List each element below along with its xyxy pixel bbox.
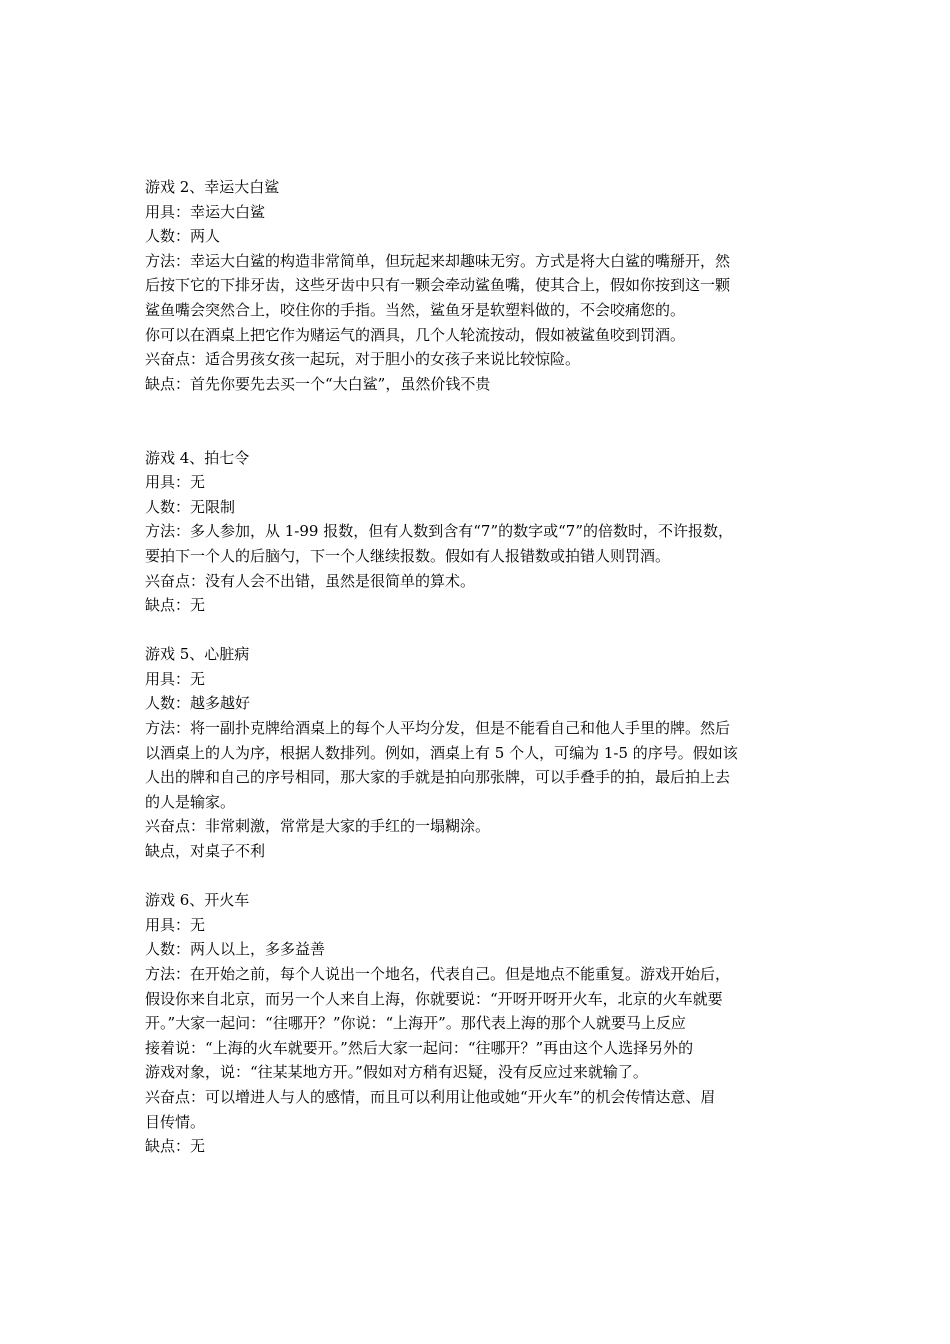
method-line: 你可以在酒桌上把它作为赌运气的酒具，几个人轮流按动，假如被鲨鱼咬到罚酒。 (145, 325, 686, 344)
players-line: 人数：越多越好 (145, 694, 251, 713)
excitement-line: 兴奋点：适合男孩女孩一起玩，对于胆小的女孩子来说比较惊险。 (145, 350, 581, 369)
players-line: 人数：两人 (145, 227, 221, 246)
method-line: 方法：幸运大白鲨的构造非常简单，但玩起来却趣味无穷。方式是将大白鲨的嘴掰开，然 (145, 251, 731, 270)
method-line: 游戏对象，说：“往某某地方开。”假如对方稍有迟疑，没有反应过来就输了。 (145, 1063, 648, 1082)
method-line: 方法：多人参加，从 1-99 报数，但有人数到含有“7”的数字或“7”的倍数时，不许报数， (145, 522, 733, 541)
method-line: 人出的牌和自己的序号相同，那大家的手就是拍向那张牌，可以手叠手的拍，最后拍上去 (145, 768, 731, 787)
game-title: 游戏 2、幸运大白鲨 (145, 178, 280, 196)
game-section-5 (145, 642, 810, 863)
equipment-line: 用具：幸运大白鲨 (145, 202, 266, 221)
method-line: 要拍下一个人的后脑勺，下一个人继续报数。假如有人报错数或拍错人则罚酒。 (145, 546, 671, 565)
section-spacer (145, 618, 810, 643)
method-line: 方法：在开始之前，每个人说出一个地名，代表自己。但是地点不能重复。游戏开始后， (145, 965, 731, 983)
document-page (145, 175, 810, 1159)
excitement-line: 兴奋点：非常刺激，常常是大家的手红的一塌糊涂。 (145, 817, 491, 836)
equipment-line: 用具：无 (145, 915, 206, 934)
excitement-line: 目传情。 (145, 1112, 206, 1131)
method-line: 方法：将一副扑克牌给酒桌上的每个人平均分发，但是不能看自己和他人手里的牌。然后 (145, 719, 731, 738)
game-title: 游戏 4、拍七令 (145, 448, 250, 467)
method-line: 鲨鱼嘴会突然合上，咬住你的手指。当然，鲨鱼牙是软塑料做的，不会咬痛您的。 (145, 300, 686, 319)
section-spacer (145, 864, 810, 889)
game-title: 游戏 6、开火车 (145, 891, 250, 910)
method-line: 接着说：“上海的火车就要开。”然后大家一起问：“往哪开？”再由这个人选择另外的 (145, 1038, 694, 1057)
equipment-line: 用具：无 (145, 473, 206, 492)
method-line: 的人是输家。 (145, 792, 236, 811)
players-line: 人数：两人以上，多多益善 (145, 940, 326, 959)
drawback-line: 缺点：无 (145, 596, 206, 615)
method-line: 假设你来自北京，而另一个人来自上海，你就要说：“开呀开呀开火车，北京的火车就要 (145, 989, 723, 1008)
game-section-6 (145, 888, 810, 1159)
excitement-line: 兴奋点：没有人会不出错，虽然是很简单的算术。 (145, 571, 476, 590)
section-spacer (145, 396, 810, 445)
drawback-line: 缺点：无 (145, 1137, 206, 1156)
game-section-4 (145, 446, 810, 618)
drawback-line: 缺点：首先你要先去买一个“大白鲨”，虽然价钱不贵 (145, 374, 491, 393)
drawback-line: 缺点，对桌子不利 (145, 842, 266, 861)
game-title: 游戏 5、心脏病 (145, 645, 250, 664)
players-line: 人数：无限制 (145, 497, 236, 516)
excitement-line: 兴奋点：可以增进人与人的感情，而且可以利用让他或她“开火车”的机会传情达意、眉 (145, 1087, 716, 1106)
method-line: 开。”大家一起问：“往哪开？”你说：“上海开”。那代表上海的那个人就要马上反应 (145, 1014, 686, 1033)
equipment-line: 用具：无 (145, 669, 206, 688)
method-line: 以酒桌上的人为序，根据人数排列。例如，酒桌上有 5 个人，可编为 1-5 的序号。假如该 (145, 743, 738, 762)
game-section-2 (145, 175, 810, 396)
method-line: 后按下它的下排牙齿，这些牙齿中只有一颗会牵动鲨鱼嘴，使其合上，假如你按到这一颗 (145, 276, 731, 295)
